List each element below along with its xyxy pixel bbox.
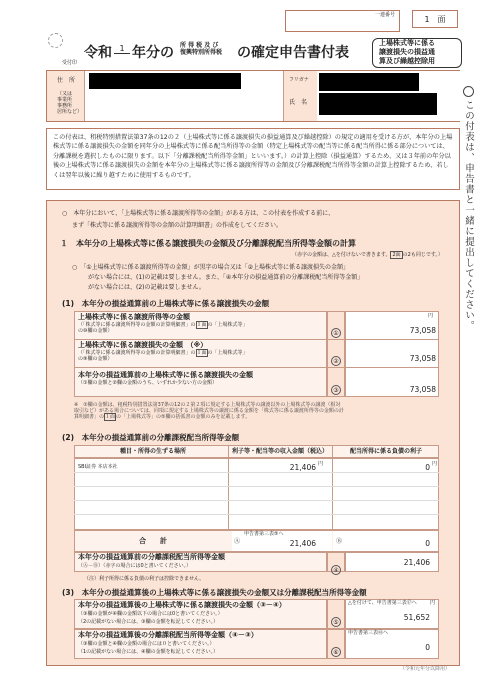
address-label: 住 所: [57, 77, 76, 84]
part1-footnote-2: 取引など）がある場合については、同項に規定する上場株式等の譲渡に係る金額を「株式等に係る譲渡所得等の金額の計: [74, 408, 344, 414]
notice-line-1: ○ 本年分において、「上場株式等に係る譲渡所得等の金額」がある方は、この付表を作成する前に、: [62, 210, 335, 217]
part2-note: （注）利子所得に係る負債の利子は控除できません。: [84, 576, 205, 582]
part2-col2: 利子等・配当等の収入金額（税込）: [231, 448, 328, 455]
part1-row-2-badge: １面: [196, 350, 207, 356]
part3-row6-note: 申告書第三表㊶へ: [348, 630, 389, 636]
part1-title: (1) 本年分の損益通算前の上場株式等に係る譲渡損失の金額: [62, 299, 270, 308]
part2-row-1-income[interactable]: 21,406: [289, 463, 316, 472]
applicant-block: [46, 70, 460, 122]
part2-row4-value[interactable]: 21,406: [403, 558, 430, 567]
part1-row-1-desc: （「株式等に係る譲渡所得等の金額の計算明細書」の: [78, 322, 196, 328]
part2-row-1-place[interactable]: SBI証券 本店本社: [78, 464, 118, 470]
part2-row-1-interest[interactable]: 0: [425, 463, 430, 472]
part1-row-3-num: ③: [331, 377, 341, 396]
part3-title: (3) 本年分の損益通算後の上場株式等に係る譲渡損失の金額又は分離課税配当所得等金額: [62, 588, 367, 597]
redacted-name: [319, 93, 437, 115]
part1-footnote-badge: １面: [105, 414, 116, 420]
section1-subnote-a: （赤字の金額は、△を付けないで書きます。: [292, 252, 391, 258]
part1-row-1: [78, 313, 326, 334]
section1-subnote: [292, 252, 443, 258]
notice-line-2: まず「株式等に係る譲渡所得等の金額の計算明細書」の作成をしてください。: [72, 222, 283, 229]
part1-row-1-title: 上場株式等に係る譲渡所得等の金額: [78, 313, 190, 321]
divider: [283, 71, 284, 121]
part3-row6-num: ⑥: [331, 639, 341, 658]
part1-footnote-3: 算明細書」の: [74, 414, 105, 420]
name-label: 氏 名: [289, 99, 308, 106]
part3-row5-title: 本年分の損益通算後の上場株式等に係る譲渡損失の金額（③－④）: [78, 601, 286, 609]
serial-number-label: 一連番号: [374, 12, 395, 18]
part2-row4-desc: （Ⓐ－Ⓑ）（赤字の場合には0と書いてください。）: [78, 563, 192, 569]
part1-row-1-num: ①: [331, 320, 341, 339]
part3-row5-num: ⑤: [331, 609, 341, 628]
intro-text: この付表は、租税特別措置法第37条の12の２（上場株式等に係る譲渡損失の損益通算及び繰越控除）の規定の適用を受ける方が、本年分の上場株式等に係る譲渡損失の金額を同年分の上場株式等に係る配当所得等の金額（特定上場株式等の配当等に係る配当所得に係る部分については、分離課税を選択したものに限ります。以下「分離課税配当所得等金額」といいます。）の計算上控除（損益通算）するため、又は３年前の年分以後の上場株式等に係る譲渡損失の金額を本年分の上場株式等に係る譲渡所得等の金額及び分離課税配当所得等金額の計算上控除するため、若しくは翌年以後に繰り越すために使用するものです。: [46, 128, 460, 190]
divider: [74, 367, 439, 368]
title-year: 1: [114, 44, 130, 54]
part2-unit-1: 円: [318, 461, 324, 467]
part2-total-b-mark: Ⓑ: [336, 538, 343, 545]
title-mid: 年分の: [132, 45, 174, 61]
address-field[interactable]: [85, 71, 283, 121]
part2-unit-2: 円: [432, 461, 438, 467]
part3-row5-desc2: （2の記載がない場合には、③欄の金額を転記してください。）: [78, 619, 219, 625]
part1-row-1-desc3: の⑩欄の金額）: [78, 328, 113, 334]
divider: [74, 339, 439, 340]
cond-line-2: がない場合には、(1)の記載は要しません。また、「④本年分の損益通算前の分離課税配当所得等金額」: [88, 274, 364, 281]
redacted-furigana: [319, 73, 419, 91]
page-number-box: 1 面: [412, 10, 458, 28]
part1-row-3-desc: （①欄の金額と②欄の金額のうち、いずれか少ない方の金額）: [78, 380, 217, 386]
title-paren-line-3: 算及び繰越控除用: [379, 57, 435, 65]
part3-row5-value[interactable]: 51,652: [403, 613, 430, 622]
cond-line-3: がない場合には、(2)の記載は要しません。: [88, 284, 205, 291]
title-small-bottom: 復興特別所得税: [180, 49, 223, 56]
divider: [74, 486, 439, 487]
part1-unit: 円: [428, 313, 434, 319]
title-paren-line-2: 譲渡損失の損益通: [379, 48, 435, 56]
title-small: [180, 42, 222, 56]
title-prefix: 令和: [84, 45, 112, 61]
side-note-circle: [463, 86, 474, 97]
part3-row5-unit: 円: [430, 600, 436, 606]
part3-row6-desc1: （③欄の金額と④欄の金額の場合には０と書いてください。）: [78, 641, 215, 647]
footer-text: （令和元年分以降用）: [400, 666, 451, 672]
serial-number-box: [285, 10, 400, 32]
cond-line-1: ○ 「①上場株式等に係る譲渡所得等の金額」が黒字の場合又は「②上場株式等に係る譲渡損失の金額」: [72, 264, 349, 271]
part3-row6-value[interactable]: 0: [425, 643, 430, 652]
part1-row-1-value[interactable]: 73,058: [409, 326, 436, 335]
part2-title: (2) 本年分の損益通算前の分離課税配当所得等金額: [62, 433, 240, 442]
divider: [74, 514, 439, 515]
part3-row5-desc1: （③欄の金額が④欄の金額以下の場合には0と書いてください。）: [78, 611, 223, 617]
part3-row6-desc2: （1の記載がない場合には、④欄の金額を転記してください。）: [78, 649, 219, 655]
part2-total-interest[interactable]: 0: [425, 539, 430, 548]
part3-row6-title: 本年分の損益通算後の分離課税配当所得等金額（④－③）: [78, 631, 258, 639]
section1-subnote-c: の2も同じです。）: [402, 252, 443, 258]
receipt-stamp-label: 受付印: [62, 60, 78, 66]
section1-title: １ 本年分の上場株式等に係る譲渡損失の金額及び分離課税配当所得等金額の計算: [60, 239, 356, 248]
part1-footnote-1: ※ ②欄の金額は、租税特別措置法第37条の12の２第２項に規定する上場株式等の譲渡以外の上場株式等の譲渡（相対: [74, 402, 341, 408]
part3-row5-note: △を付けて、申告書第三表⑰へ: [348, 600, 417, 606]
part1-row-1-badge: １面: [196, 322, 207, 328]
side-note: この付表は、申告書と一緒に提出してください。: [463, 100, 474, 331]
part1-row-3-value[interactable]: 73,058: [409, 385, 436, 394]
part1-footnote: [74, 402, 444, 420]
part1-row-3: [78, 371, 326, 386]
redacted-address: [89, 73, 241, 89]
part2-total-income[interactable]: 21,406: [289, 539, 316, 548]
divider: [74, 500, 439, 501]
part2-total-note: 申告書第三表⑤へ: [244, 531, 284, 537]
alt-label-1: （又は: [57, 91, 73, 97]
divider: [74, 472, 439, 473]
part1-row-2-title: 上場株式等に係る譲渡損失の金額 （※）: [78, 341, 208, 349]
title-main: の確定申告書付表: [237, 45, 349, 61]
name-field[interactable]: [317, 71, 460, 121]
part1-footnote-4: の「上場株式等」の⑤欄の括弧書の金額のみを記載します。: [116, 414, 251, 420]
part1-row-1-desc2: の「上場株式等」: [207, 322, 248, 328]
part1-row-2: [78, 341, 326, 362]
part1-row-2-value[interactable]: 73,058: [409, 354, 436, 363]
alt-label-3: 事務所: [57, 103, 73, 109]
section1-subnote-badge: 2面: [392, 252, 401, 258]
part2-total-label: 合 計: [139, 537, 167, 545]
part2-row4-num: ④: [331, 557, 341, 576]
alt-address-labels: [57, 91, 82, 115]
title-paren-box: [372, 38, 462, 68]
alt-label-4: 居所など）: [57, 109, 83, 115]
part2-col1: 種目・所得の生ずる場所: [119, 448, 186, 455]
receipt-stamp-circle: [48, 33, 63, 48]
title-paren-line-1: 上場株式等に係る: [379, 39, 435, 47]
part1-row-2-desc2: の「上場株式等」: [207, 350, 248, 356]
part1-row-2-desc3: の⑨欄の金額）: [78, 356, 113, 362]
part1-row-2-desc: （「株式等に係る譲渡所得等の金額の計算明細書」の: [78, 350, 196, 356]
part1-row-2-num: ②: [331, 348, 341, 367]
part2-total-a-mark: Ⓐ: [234, 538, 241, 545]
part2-col3: 配当所得に係る負債の利子: [349, 448, 422, 455]
part2-row4-title: 本年分の損益通算前の分離課税配当所得等金額: [78, 553, 225, 561]
title-small-top: 所 得 税 及 び: [180, 42, 219, 49]
part1-row-3-title: 本年分の損益通算前の上場株式等に係る譲渡損失の金額: [78, 371, 253, 379]
alt-label-2: 事業所: [57, 97, 73, 103]
furigana-label: フリガナ: [289, 77, 309, 83]
